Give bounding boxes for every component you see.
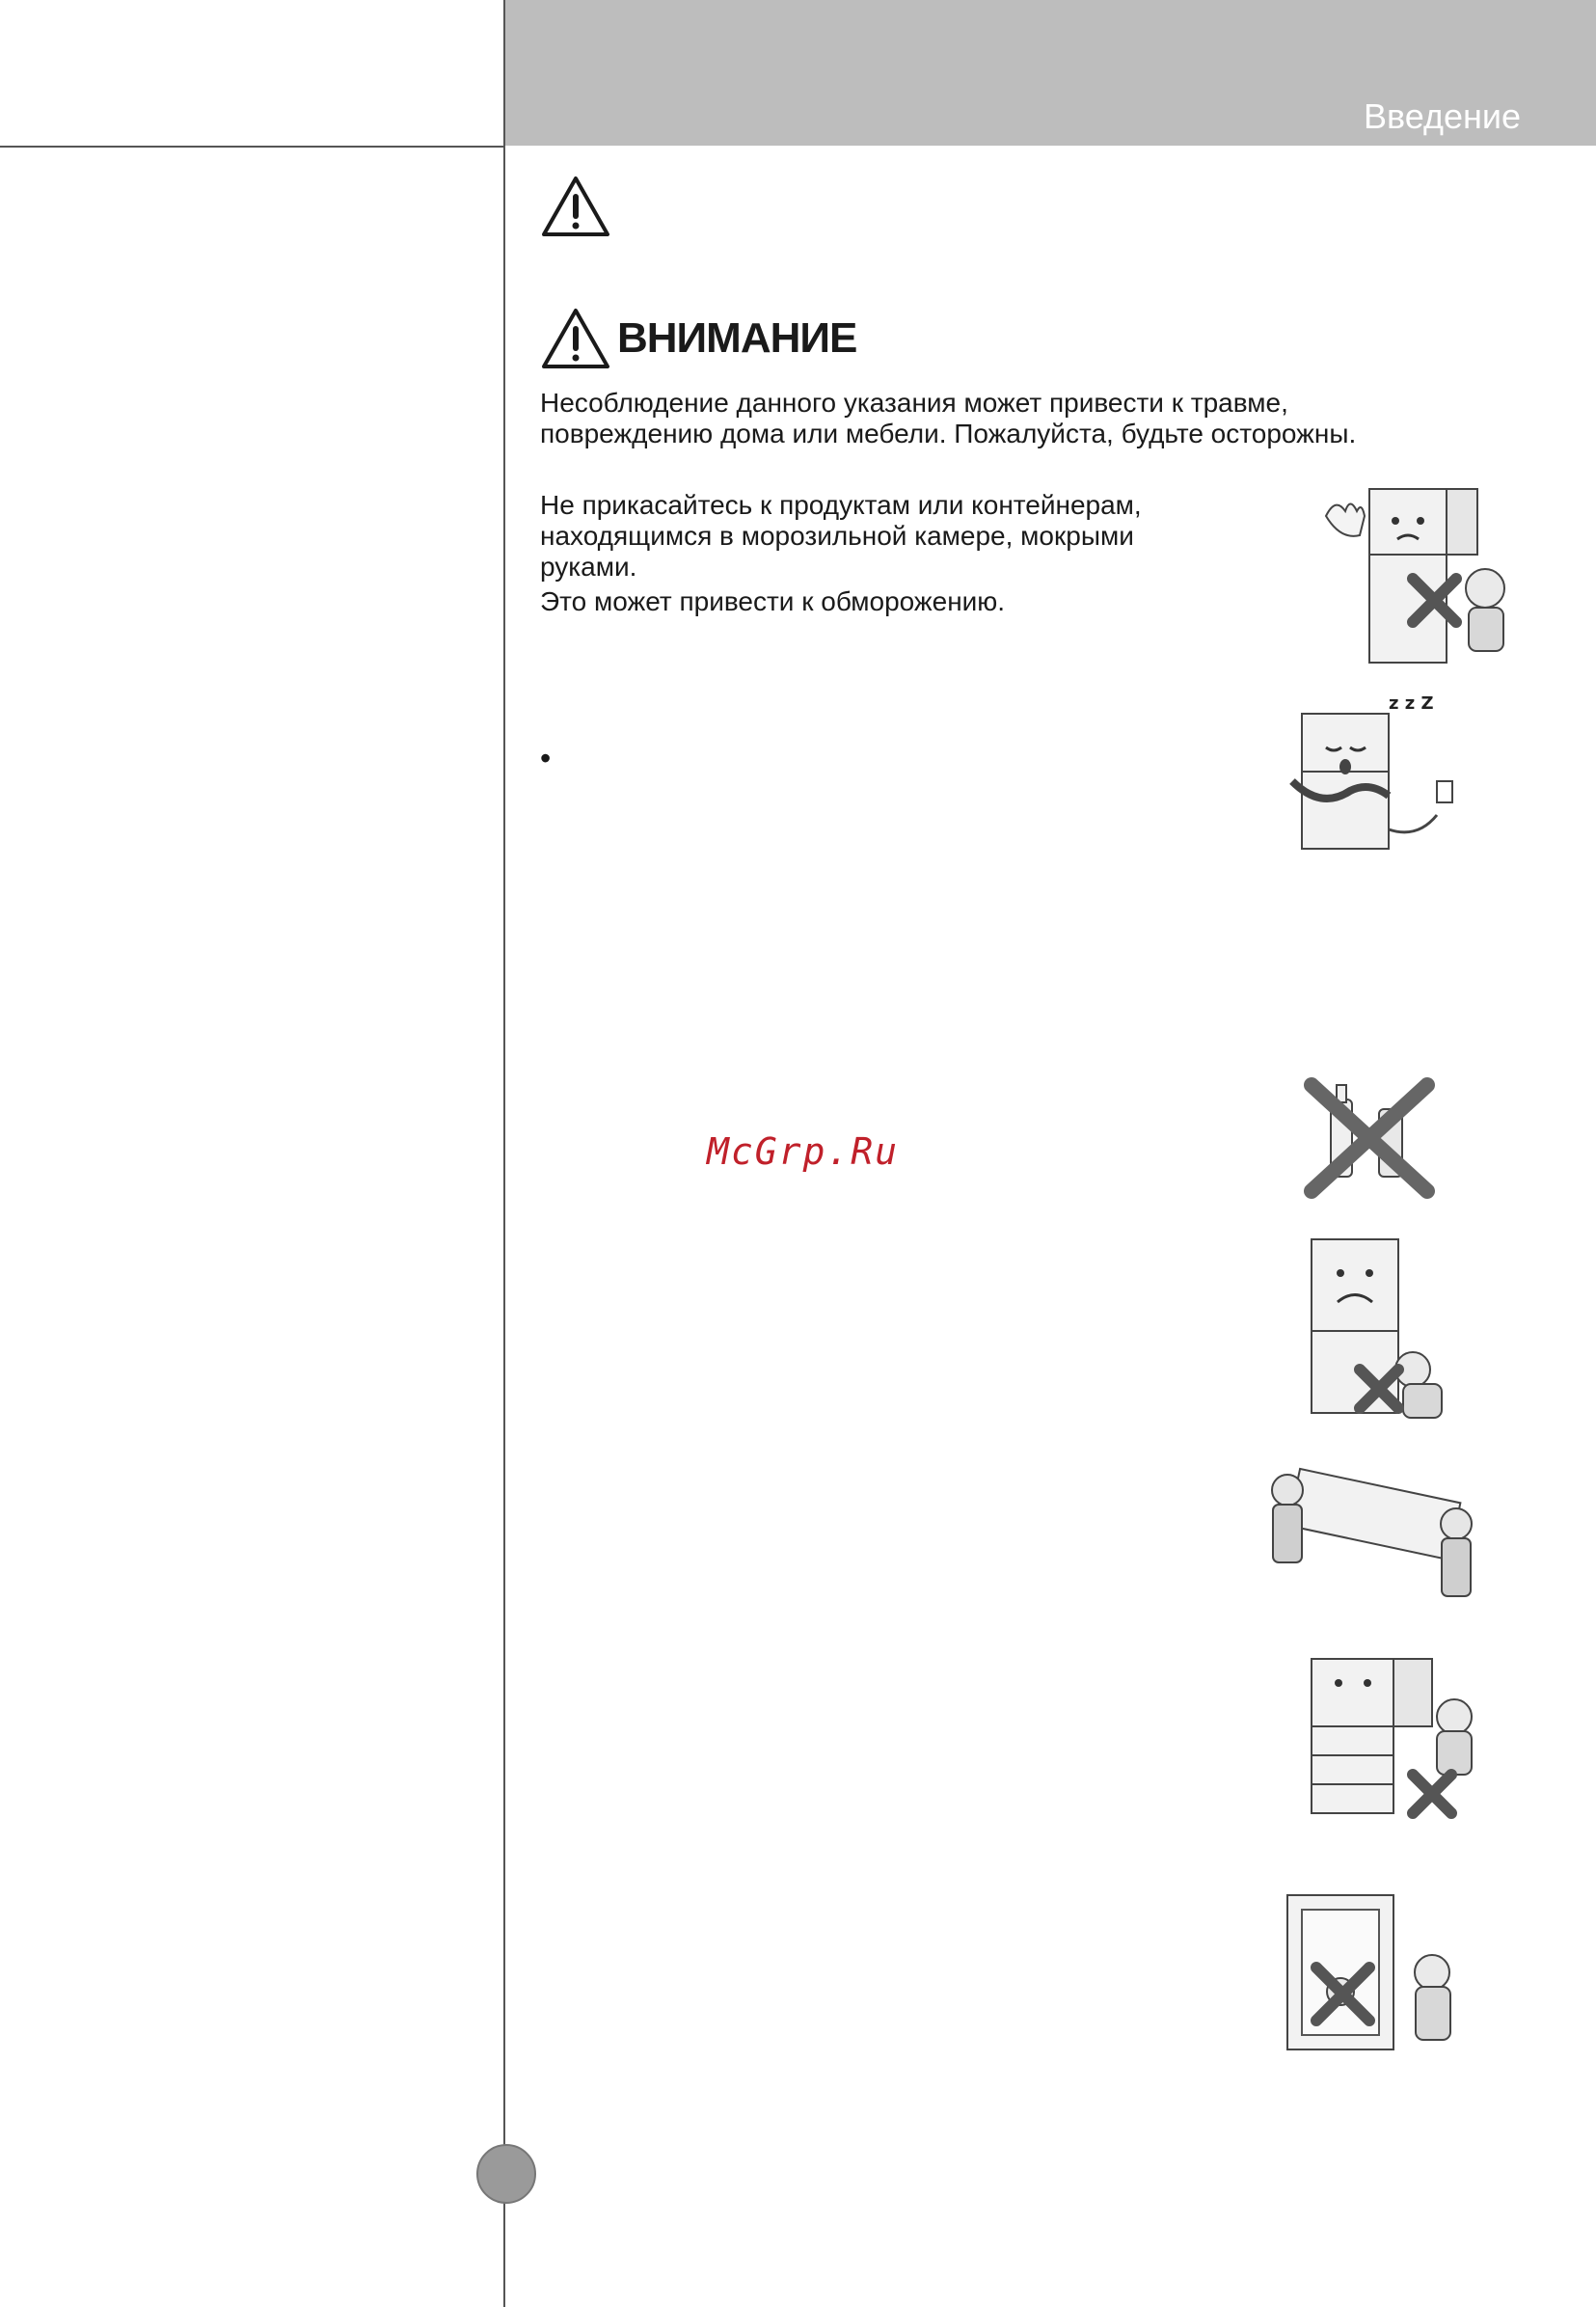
illustration-frozen-hands bbox=[1297, 477, 1519, 680]
svg-text:z z Z: z z Z bbox=[1389, 693, 1434, 714]
illustration-unplugged bbox=[1273, 685, 1475, 868]
illustration-no-climbing bbox=[1254, 1640, 1485, 1823]
bullet: • bbox=[540, 741, 552, 775]
warning-triangle-icon bbox=[540, 175, 611, 238]
caution-consequence: Это может привести к обморожению. bbox=[540, 586, 1006, 616]
caution-intro: Несоблюдение данного указания может привести к травме, повреждению дома или мебели. Пожалуйста, будьте осторожны. bbox=[540, 388, 1357, 448]
page-number-marker bbox=[476, 2144, 536, 2204]
caution-heading bbox=[540, 307, 856, 370]
header-band bbox=[504, 0, 1596, 146]
illustration-no-bottles bbox=[1302, 1075, 1437, 1201]
watermark: McGrp.Ru bbox=[707, 1130, 900, 1173]
section-title: Введение bbox=[1363, 96, 1521, 136]
warning-triangle-icon bbox=[540, 307, 611, 370]
cross-mark-icon bbox=[1312, 1085, 1427, 1191]
illustration-no-hanging bbox=[1268, 1225, 1461, 1432]
caution-point: Не прикасайтесь к продуктам или контейнерам, находящимся в морозильной камере, мокрыми руками. bbox=[540, 490, 1142, 582]
margin-divider bbox=[503, 0, 505, 2307]
cross-mark-icon bbox=[1413, 1775, 1451, 1813]
header-divider bbox=[0, 146, 504, 148]
illustration-carrying bbox=[1254, 1452, 1495, 1611]
caution-label: ВНИМАНИЕ bbox=[617, 314, 857, 362]
illustration-child-inside bbox=[1273, 1876, 1475, 2059]
